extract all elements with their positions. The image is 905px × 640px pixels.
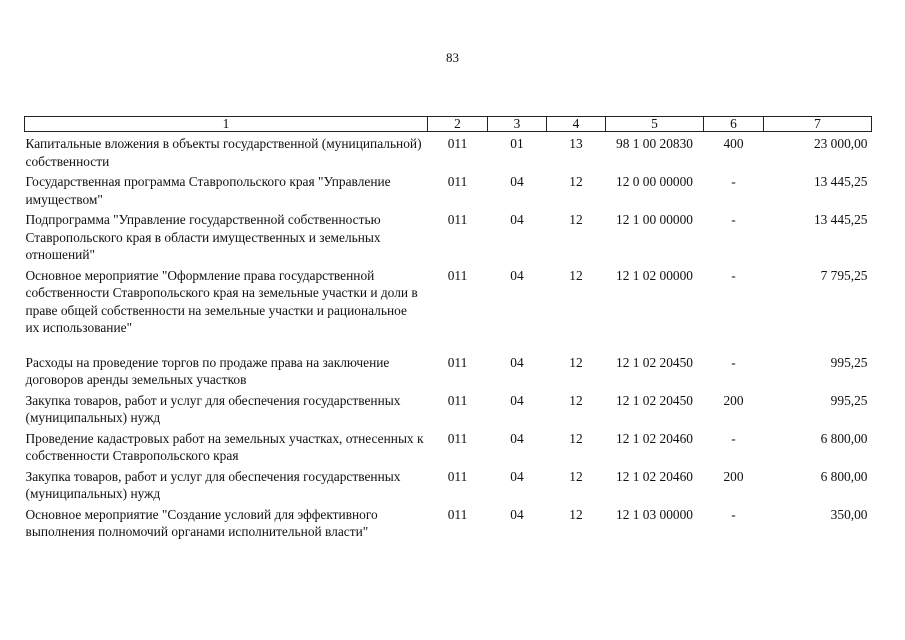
col-header-1: 1 bbox=[25, 117, 428, 132]
row-name: Государственная программа Ставропольского края "Управление имуществом" bbox=[25, 174, 391, 207]
ministry-code: 011 bbox=[447, 430, 468, 446]
section-code: 04 bbox=[510, 267, 524, 283]
table-row bbox=[25, 465, 872, 503]
row-name: Закупка товаров, работ и услуг для обеспечения государственных (муниципальных) нужд bbox=[25, 468, 401, 501]
header-row bbox=[25, 117, 872, 132]
expense-type-code: 400 bbox=[723, 136, 744, 151]
amount: 995,25 bbox=[830, 354, 868, 370]
target-article-code: 12 1 03 00000 bbox=[616, 506, 693, 522]
target-article-code: 12 1 02 20450 bbox=[616, 354, 693, 370]
expense-type-code: 200 bbox=[723, 392, 744, 408]
subsection-code: 12 bbox=[569, 174, 583, 189]
target-article-code: 98 1 00 20830 bbox=[616, 136, 693, 151]
target-article-code: 12 1 02 20450 bbox=[616, 392, 693, 408]
amount: 13 445,25 bbox=[813, 212, 868, 227]
expense-type-code: - bbox=[731, 354, 736, 370]
table-row bbox=[25, 208, 872, 264]
amount: 995,25 bbox=[830, 392, 868, 408]
subsection-code: 12 bbox=[569, 468, 583, 484]
amount: 6 800,00 bbox=[820, 430, 868, 446]
target-article-code: 12 1 02 20460 bbox=[616, 468, 693, 484]
row-name: Расходы на проведение торгов по продаже права на заключение договоров аренды земельных участков bbox=[25, 354, 390, 387]
section-code: 04 bbox=[510, 430, 524, 446]
table-row bbox=[25, 132, 872, 171]
page-number: 83 bbox=[446, 50, 459, 65]
col-header-3: 3 bbox=[488, 117, 547, 132]
section-code: 04 bbox=[510, 506, 524, 522]
expense-type-code: - bbox=[731, 267, 736, 283]
table-row bbox=[25, 351, 872, 389]
col-header-7: 7 bbox=[764, 117, 872, 132]
ministry-code: 011 bbox=[447, 136, 468, 151]
table-row bbox=[25, 170, 872, 208]
row-name: Капитальные вложения в объекты государственной (муниципальной) собственности bbox=[25, 136, 422, 169]
row-name: Основное мероприятие "Оформление права государственной собственности Ставропольского края на земельные участки и доли в праве общей собственности на земельные участки и рациональное их использование" bbox=[25, 267, 418, 335]
section-code: 04 bbox=[510, 174, 524, 189]
col-header-4: 4 bbox=[547, 117, 606, 132]
ministry-code: 011 bbox=[447, 392, 468, 408]
expense-type-code: - bbox=[731, 506, 736, 522]
row-name: Проведение кадастровых работ на земельных участках, отнесенных к собственности Ставропольского края bbox=[25, 430, 424, 463]
amount: 23 000,00 bbox=[813, 136, 868, 151]
target-article-code: 12 1 02 00000 bbox=[616, 267, 693, 283]
subsection-code: 12 bbox=[569, 267, 583, 283]
target-article-code: 12 0 00 00000 bbox=[616, 174, 693, 189]
subsection-code: 12 bbox=[569, 392, 583, 408]
budget-table bbox=[24, 116, 872, 541]
table-row bbox=[25, 503, 872, 541]
expense-type-code: - bbox=[731, 212, 736, 227]
section-code: 01 bbox=[510, 136, 524, 151]
section-code: 04 bbox=[510, 392, 524, 408]
section-code: 04 bbox=[510, 468, 524, 484]
col-header-5: 5 bbox=[606, 117, 704, 132]
row-name: Закупка товаров, работ и услуг для обеспечения государственных (муниципальных) нужд bbox=[25, 392, 401, 425]
section-code: 04 bbox=[510, 354, 524, 370]
section-code: 04 bbox=[510, 212, 524, 227]
ministry-code: 011 bbox=[447, 354, 468, 370]
col-header-6: 6 bbox=[704, 117, 764, 132]
subsection-code: 12 bbox=[569, 354, 583, 370]
table-row bbox=[25, 389, 872, 427]
table-row bbox=[25, 264, 872, 351]
target-article-code: 12 1 02 20460 bbox=[616, 430, 693, 446]
col-header-2: 2 bbox=[428, 117, 488, 132]
row-name: Подпрограмма "Управление государственной собственностью Ставропольского края в области имущественных и земельных отношений" bbox=[25, 212, 381, 262]
row-name: Основное мероприятие "Создание условий для эффективного выполнения полномочий органами исполнительной власти" bbox=[25, 506, 378, 539]
ministry-code: 011 bbox=[447, 506, 468, 522]
expense-type-code: 200 bbox=[723, 468, 744, 484]
amount: 350,00 bbox=[830, 506, 868, 522]
subsection-code: 12 bbox=[569, 506, 583, 522]
table-row bbox=[25, 427, 872, 465]
ministry-code: 011 bbox=[447, 468, 468, 484]
subsection-code: 12 bbox=[569, 212, 583, 227]
subsection-code: 12 bbox=[569, 430, 583, 446]
expense-type-code: - bbox=[731, 430, 736, 446]
subsection-code: 13 bbox=[569, 136, 583, 151]
amount: 13 445,25 bbox=[813, 174, 868, 189]
amount: 6 800,00 bbox=[820, 468, 868, 484]
ministry-code: 011 bbox=[447, 267, 468, 283]
ministry-code: 011 bbox=[447, 174, 468, 189]
amount: 7 795,25 bbox=[820, 267, 868, 283]
expense-type-code: - bbox=[731, 174, 736, 189]
target-article-code: 12 1 00 00000 bbox=[616, 212, 693, 227]
ministry-code: 011 bbox=[447, 212, 468, 227]
